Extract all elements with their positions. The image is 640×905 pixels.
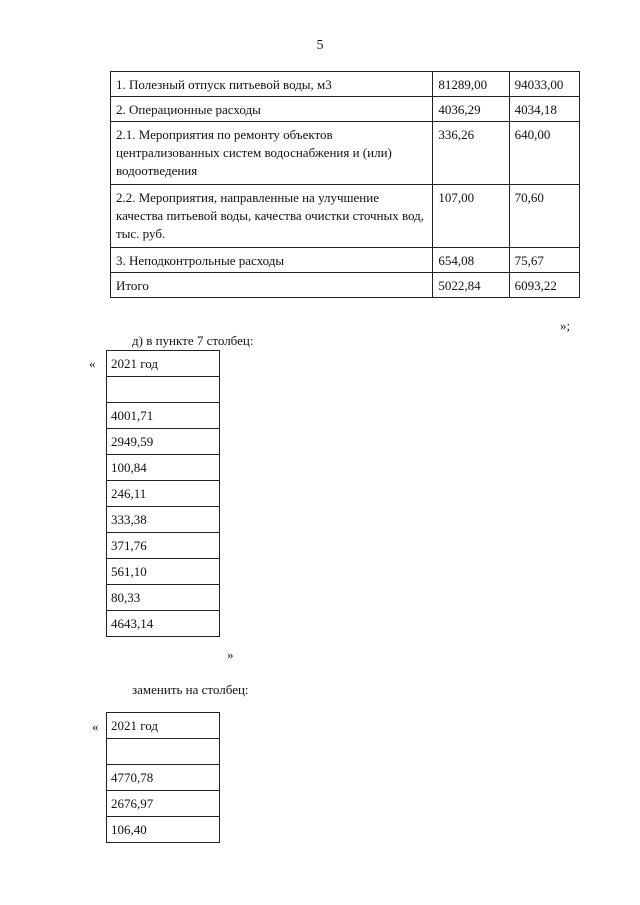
row-value: 4034,18	[509, 97, 579, 122]
row-label: 2.1. Мероприятия по ремонту объектов централизованных систем водоснабжения и (или) водоотведения	[111, 122, 433, 185]
column-cell: 106,40	[107, 817, 220, 843]
table-row	[107, 817, 220, 843]
row-value: 336,26	[433, 122, 509, 185]
column-cell: 4643,14	[107, 611, 220, 637]
row-label: 3. Неподконтрольные расходы	[111, 248, 433, 273]
table-row	[107, 791, 220, 817]
row-label: Итого	[111, 273, 433, 298]
table-row	[107, 611, 220, 637]
table-row	[111, 273, 580, 298]
table-row	[107, 351, 220, 377]
closing-quote: »;	[560, 318, 571, 333]
row-value: 94033,00	[509, 72, 579, 97]
table-row	[107, 481, 220, 507]
column-cell: 2676,97	[107, 791, 220, 817]
row-label: 1. Полезный отпуск питьевой воды, м3	[111, 72, 433, 97]
row-value: 5022,84	[433, 273, 509, 298]
replace-text: заменить на столбец:	[132, 682, 249, 697]
table-row	[107, 377, 220, 403]
table-row	[111, 122, 580, 185]
column-cell: 246,11	[107, 481, 220, 507]
column-cell: 2949,59	[107, 429, 220, 455]
column-cell: 4001,71	[107, 403, 220, 429]
column-cell: 100,84	[107, 455, 220, 481]
table-row	[111, 248, 580, 273]
row-value: 81289,00	[433, 72, 509, 97]
table-row	[107, 533, 220, 559]
table-row	[107, 403, 220, 429]
expenses-table	[110, 71, 580, 298]
row-value: 654,08	[433, 248, 509, 273]
table-row	[107, 765, 220, 791]
table-row	[107, 429, 220, 455]
page-number: 5	[316, 38, 324, 53]
item-d-text: д) в пункте 7 столбец:	[132, 333, 254, 348]
table-row	[107, 507, 220, 533]
row-value: 75,67	[509, 248, 579, 273]
row-value: 640,00	[509, 122, 579, 185]
column-cell: 333,38	[107, 507, 220, 533]
table-row	[111, 97, 580, 122]
column-cell: 4770,78	[107, 765, 220, 791]
row-value: 6093,22	[509, 273, 579, 298]
row-value: 70,60	[509, 185, 579, 248]
table-row	[107, 455, 220, 481]
old-column-table	[106, 350, 220, 637]
open-quote: «	[89, 356, 96, 371]
column-cell: 371,76	[107, 533, 220, 559]
table-row	[111, 185, 580, 248]
row-label: 2.2. Мероприятия, направленные на улучшение качества питьевой воды, качества очистки сточных вод, тыс. руб.	[111, 185, 433, 248]
new-column-table	[106, 712, 220, 843]
column-cell: 561,10	[107, 559, 220, 585]
table-row	[107, 585, 220, 611]
close-quote: »	[227, 647, 234, 662]
column-cell: 80,33	[107, 585, 220, 611]
table-row	[107, 739, 220, 765]
column-cell	[107, 377, 220, 403]
row-value: 107,00	[433, 185, 509, 248]
table-row	[107, 713, 220, 739]
table-row	[111, 72, 580, 97]
row-value: 4036,29	[433, 97, 509, 122]
open-quote: «	[92, 719, 99, 734]
column-header: 2021 год	[107, 713, 220, 739]
table-row	[107, 559, 220, 585]
column-header: 2021 год	[107, 351, 220, 377]
row-label: 2. Операционные расходы	[111, 97, 433, 122]
column-cell	[107, 739, 220, 765]
